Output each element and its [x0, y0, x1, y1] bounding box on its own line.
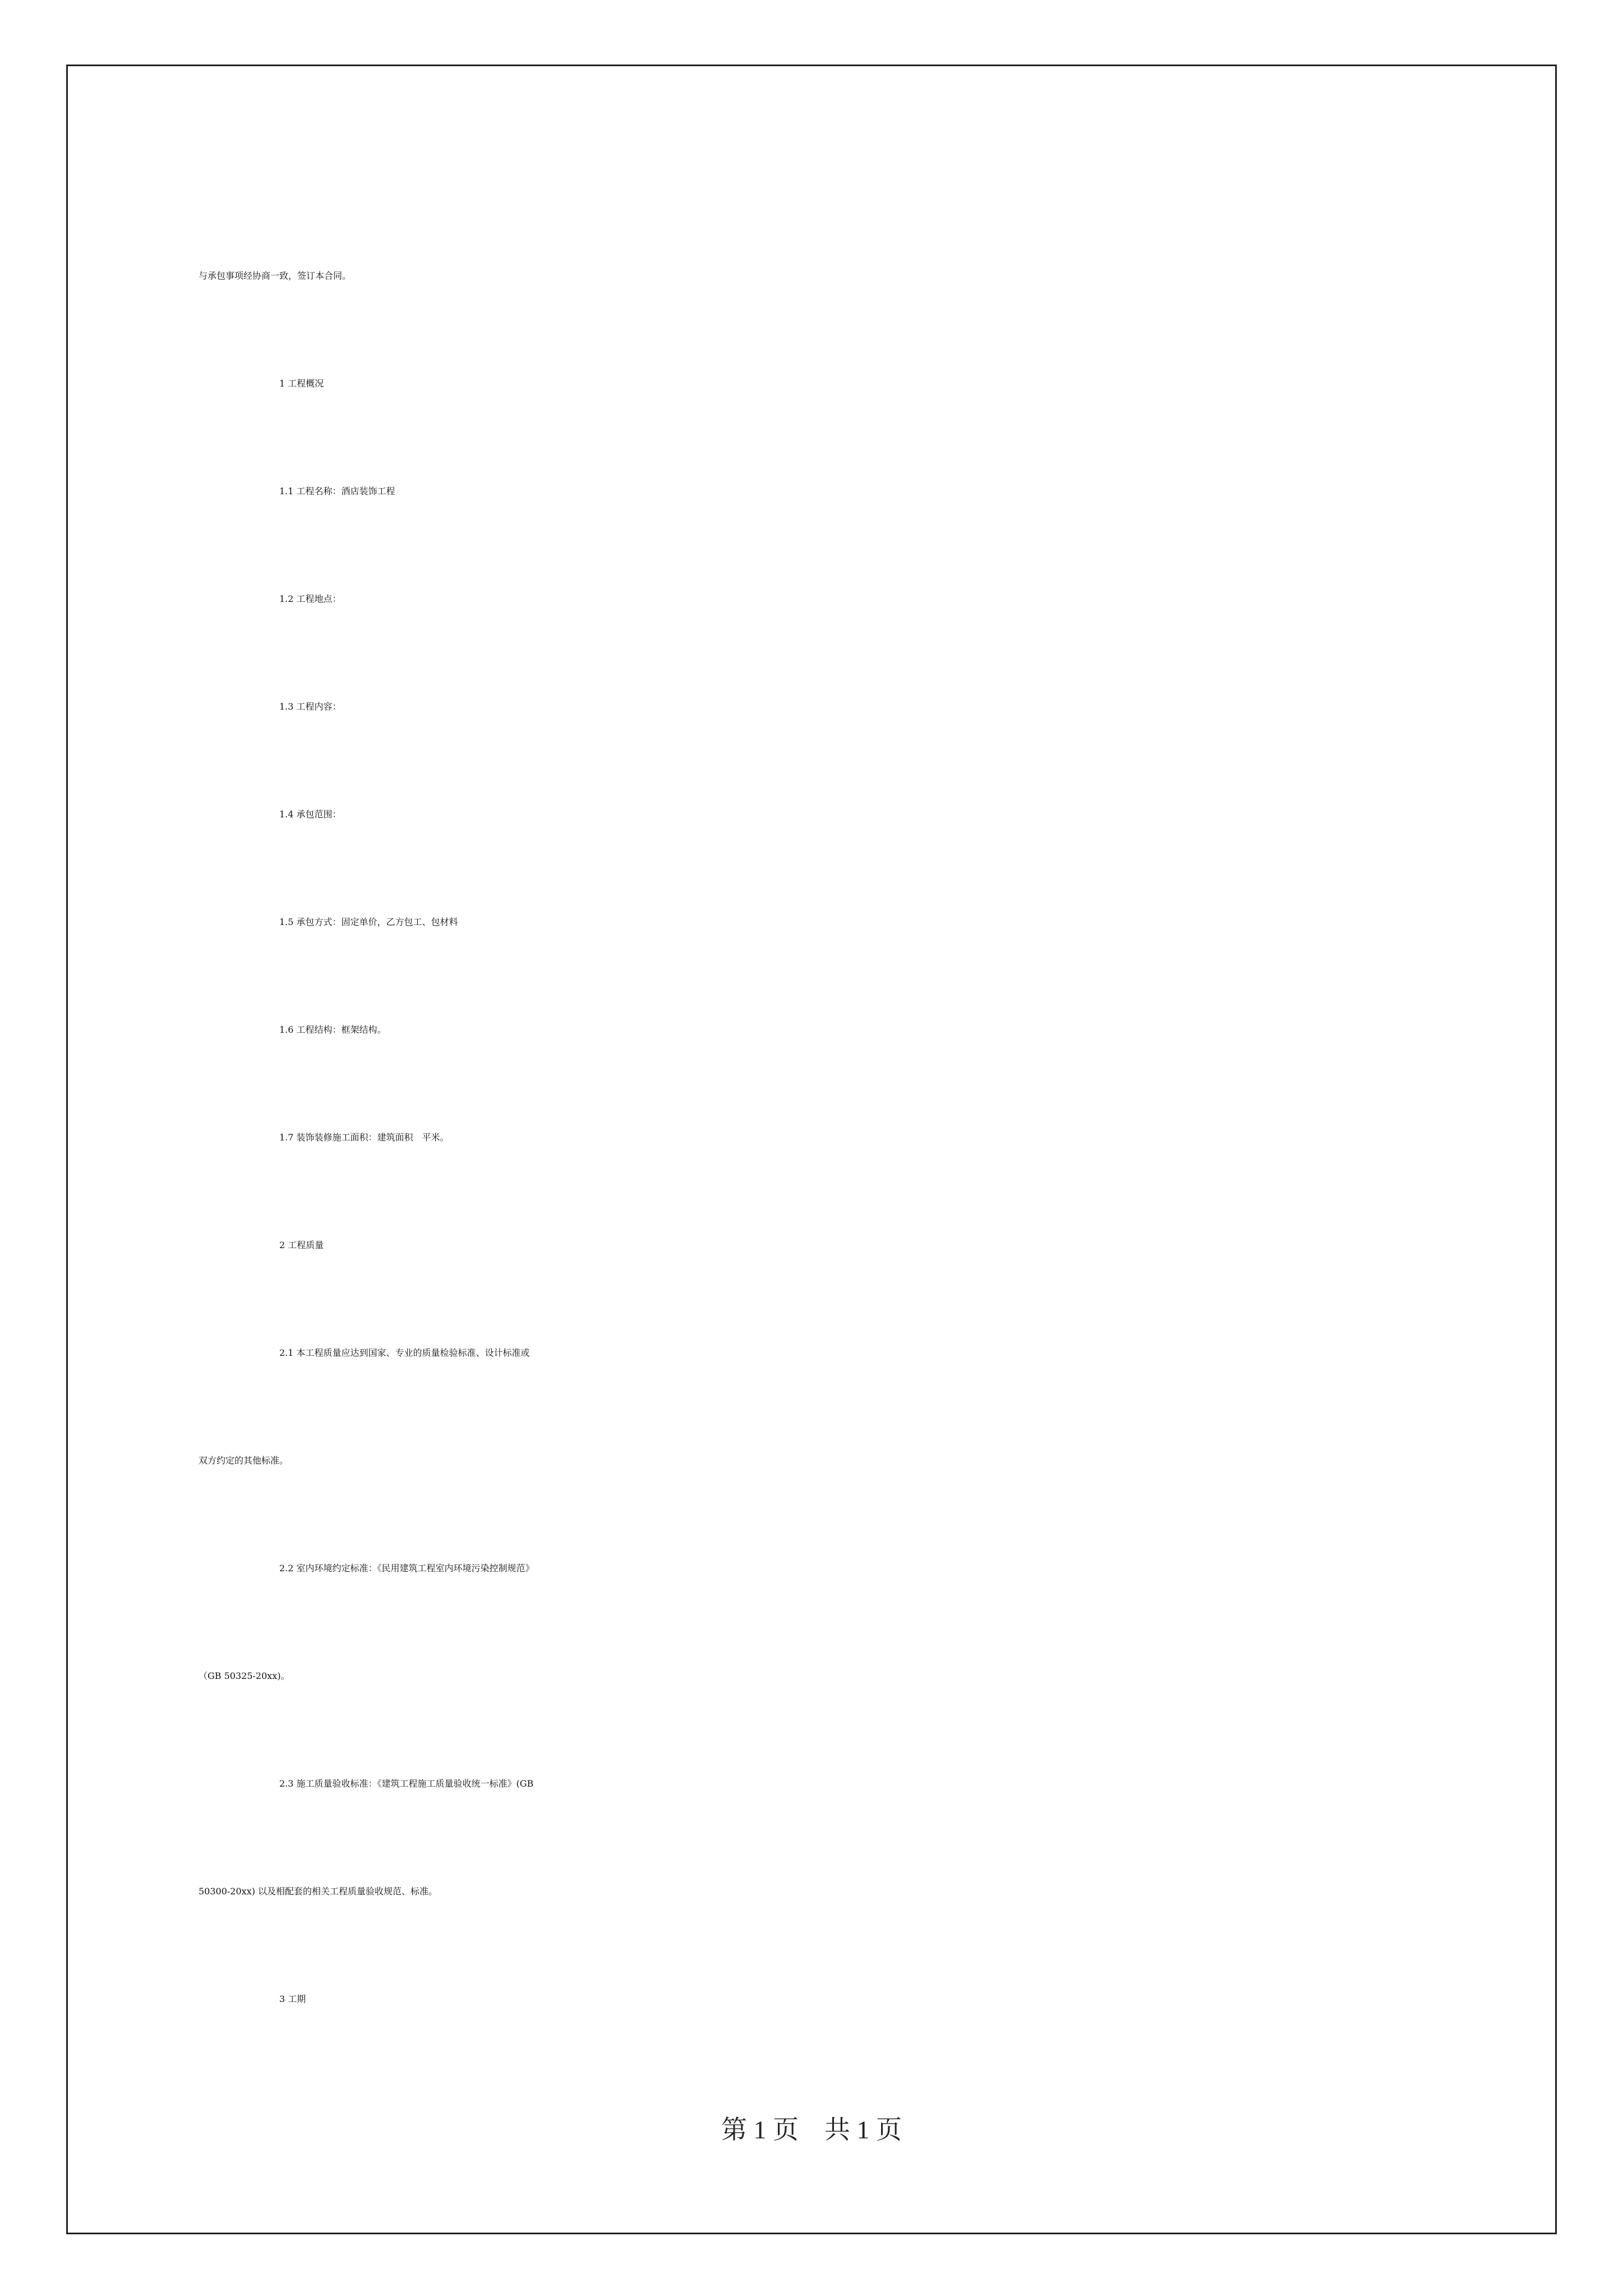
paragraph-line: （GB 50325-20xx)。 [199, 1671, 290, 1681]
paragraph-line: 1.5 承包方式：固定单价，乙方包工、包材料 [279, 917, 458, 927]
paragraph-line: 双方约定的其他标准。 [199, 1455, 289, 1466]
paragraph-line: 2.3 施工质量验收标准：《建筑工程施工质量验收统一标准》(GB [279, 1778, 534, 1789]
paragraph-line: 2.1 本工程质量应达到国家、专业的质量检验标准、设计标准或 [279, 1347, 530, 1358]
paragraph-line: 3 工期 [279, 1994, 306, 2004]
paragraph-line: 1.4 承包范围： [279, 809, 342, 820]
paragraph-line: 与承包事项经协商一致，签订本合同。 [199, 270, 352, 281]
paragraph-line: 1.7 装饰装修施工面积：建筑面积 平米。 [279, 1132, 449, 1143]
paragraph-line: 1.2 工程地点： [279, 593, 342, 604]
paragraph-line: 2.2 室内环境约定标准：《民用建筑工程室内环境污染控制规范》 [279, 1563, 534, 1573]
paragraph-line: 2 工程质量 [279, 1240, 324, 1250]
paragraph-line: 1.1 工程名称：酒店装饰工程 [279, 486, 395, 496]
paragraph-line: 1.6 工程结构：框架结构。 [279, 1024, 386, 1035]
paragraph-line: 1.3 工程内容： [279, 701, 342, 712]
paragraph-line: 1 工程概况 [279, 378, 324, 389]
paragraph-line: 50300-20xx) 以及相配套的相关工程质量验收规范、标准。 [199, 1886, 438, 1897]
document-body [199, 222, 1438, 2053]
page-footer: 第 1 页 共 1 页 [721, 2115, 902, 2144]
